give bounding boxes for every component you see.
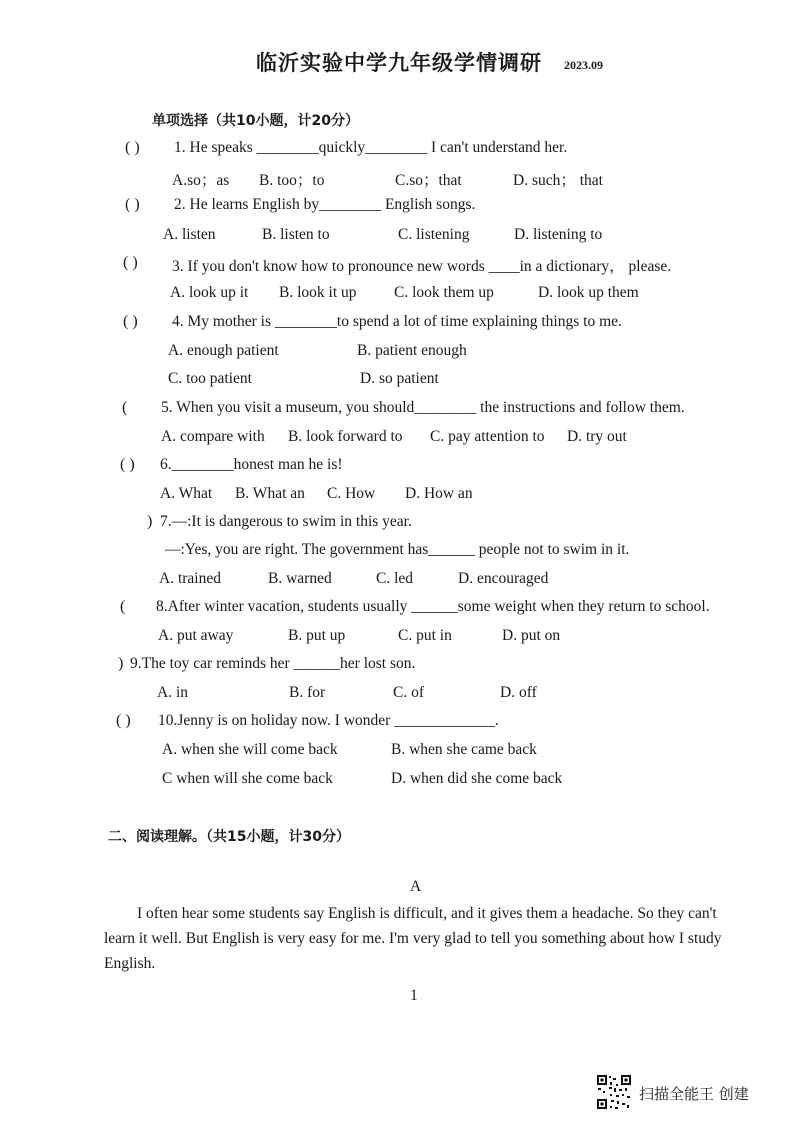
exam-date: 2023.09 [564, 58, 603, 72]
option: D. look up them [538, 284, 639, 301]
option: D. so patient [360, 370, 439, 387]
option: C. listening [398, 226, 470, 243]
qr-code-icon [596, 1074, 632, 1110]
option: D. such； that [513, 172, 603, 189]
option: B. too；to [259, 172, 325, 189]
answer-bracket: ( [120, 598, 126, 615]
answer-bracket: ( ) [123, 313, 138, 330]
option: B. when she came back [391, 741, 537, 758]
option: A. in [157, 684, 188, 701]
option: D. How an [405, 485, 473, 502]
option: D. listening to [514, 226, 603, 243]
option: A. trained [159, 570, 221, 587]
option: B. patient enough [357, 342, 467, 359]
option: C. of [393, 684, 424, 701]
option: D. encouraged [458, 570, 549, 587]
option: A. when she will come back [162, 741, 338, 758]
answer-bracket: ( ) [125, 196, 140, 213]
option: C. put in [398, 627, 452, 644]
answer-bracket: ( ) [125, 139, 140, 156]
answer-bracket: ) [118, 655, 124, 672]
question-stem: 1. He speaks ________quickly________ I can't understand her. [174, 139, 568, 156]
option: C. pay attention to [430, 428, 545, 445]
section1-heading: 单项选择（共10小题，计20分） [152, 113, 359, 129]
answer-bracket: ( ) [120, 456, 135, 473]
passage-label: A [410, 878, 422, 895]
option: A. What [160, 485, 213, 502]
passage-line: I often hear some students say English is difficult, and it gives them a headache. So they can't [137, 905, 717, 922]
question-stem: 7.—:It is dangerous to swim in this year. [160, 513, 412, 530]
option: D. put on [502, 627, 561, 644]
option: B. listen to [262, 226, 330, 243]
section2-heading: 二、阅读理解。（共15小题，计30分） [108, 829, 350, 845]
option: A. look up it [170, 284, 249, 301]
option: B. for [289, 684, 326, 701]
answer-bracket: ( [122, 399, 128, 416]
question-stem-reply: —:Yes, you are right. The government has______ people not to swim in it. [165, 541, 630, 558]
passage-line: English. [104, 955, 156, 972]
option: C. look them up [394, 284, 494, 301]
question-stem: 4. My mother is ________to spend a lot of time explaining things to me. [172, 313, 622, 330]
option: C. How [327, 485, 376, 502]
page-title: 临沂实验中学九年级学情调研 [256, 50, 542, 75]
option: C when will she come back [162, 770, 333, 787]
option: B. look forward to [288, 428, 403, 445]
answer-bracket: ( ) [116, 712, 131, 729]
option: D. off [500, 684, 537, 701]
question-stem: 8.After winter vacation, students usually ______some weight when they return to school. [156, 598, 710, 615]
question-stem: 5. When you visit a museum, you should________ the instructions and follow them. [161, 399, 685, 416]
option: A. enough patient [168, 342, 279, 359]
option: C. led [376, 570, 414, 587]
option: A. compare with [161, 428, 265, 445]
option: B. What an [235, 485, 305, 502]
question-stem: 6.________honest man he is! [160, 456, 343, 473]
answer-bracket: ) [147, 513, 153, 530]
answer-bracket: ( ) [123, 254, 138, 271]
option: B. look it up [279, 284, 357, 301]
question-stem: 9.The toy car reminds her ______her lost son. [130, 655, 416, 672]
watermark-text: 扫描全能王 创建 [639, 1085, 749, 1103]
option: C. too patient [168, 370, 252, 387]
option: D. when did she come back [391, 770, 563, 787]
passage-line: learn it well. But English is very easy for me. I'm very glad to tell you something about how I study [104, 930, 722, 947]
option: D. try out [567, 428, 627, 445]
question-stem: 3. If you don't know how to pronounce new words ____in a dictionary， please. [172, 258, 672, 275]
option: B. warned [268, 570, 332, 587]
option: A. put away [158, 627, 234, 644]
page-number: 1 [410, 987, 418, 1004]
option: C.so；that [395, 172, 462, 189]
option: B. put up [288, 627, 346, 644]
question-stem: 10.Jenny is on holiday now. I wonder _____________. [158, 712, 499, 729]
question-stem: 2. He learns English by________ English songs. [174, 196, 476, 213]
option: A.so；as [172, 172, 230, 189]
option: A. listen [163, 226, 216, 243]
